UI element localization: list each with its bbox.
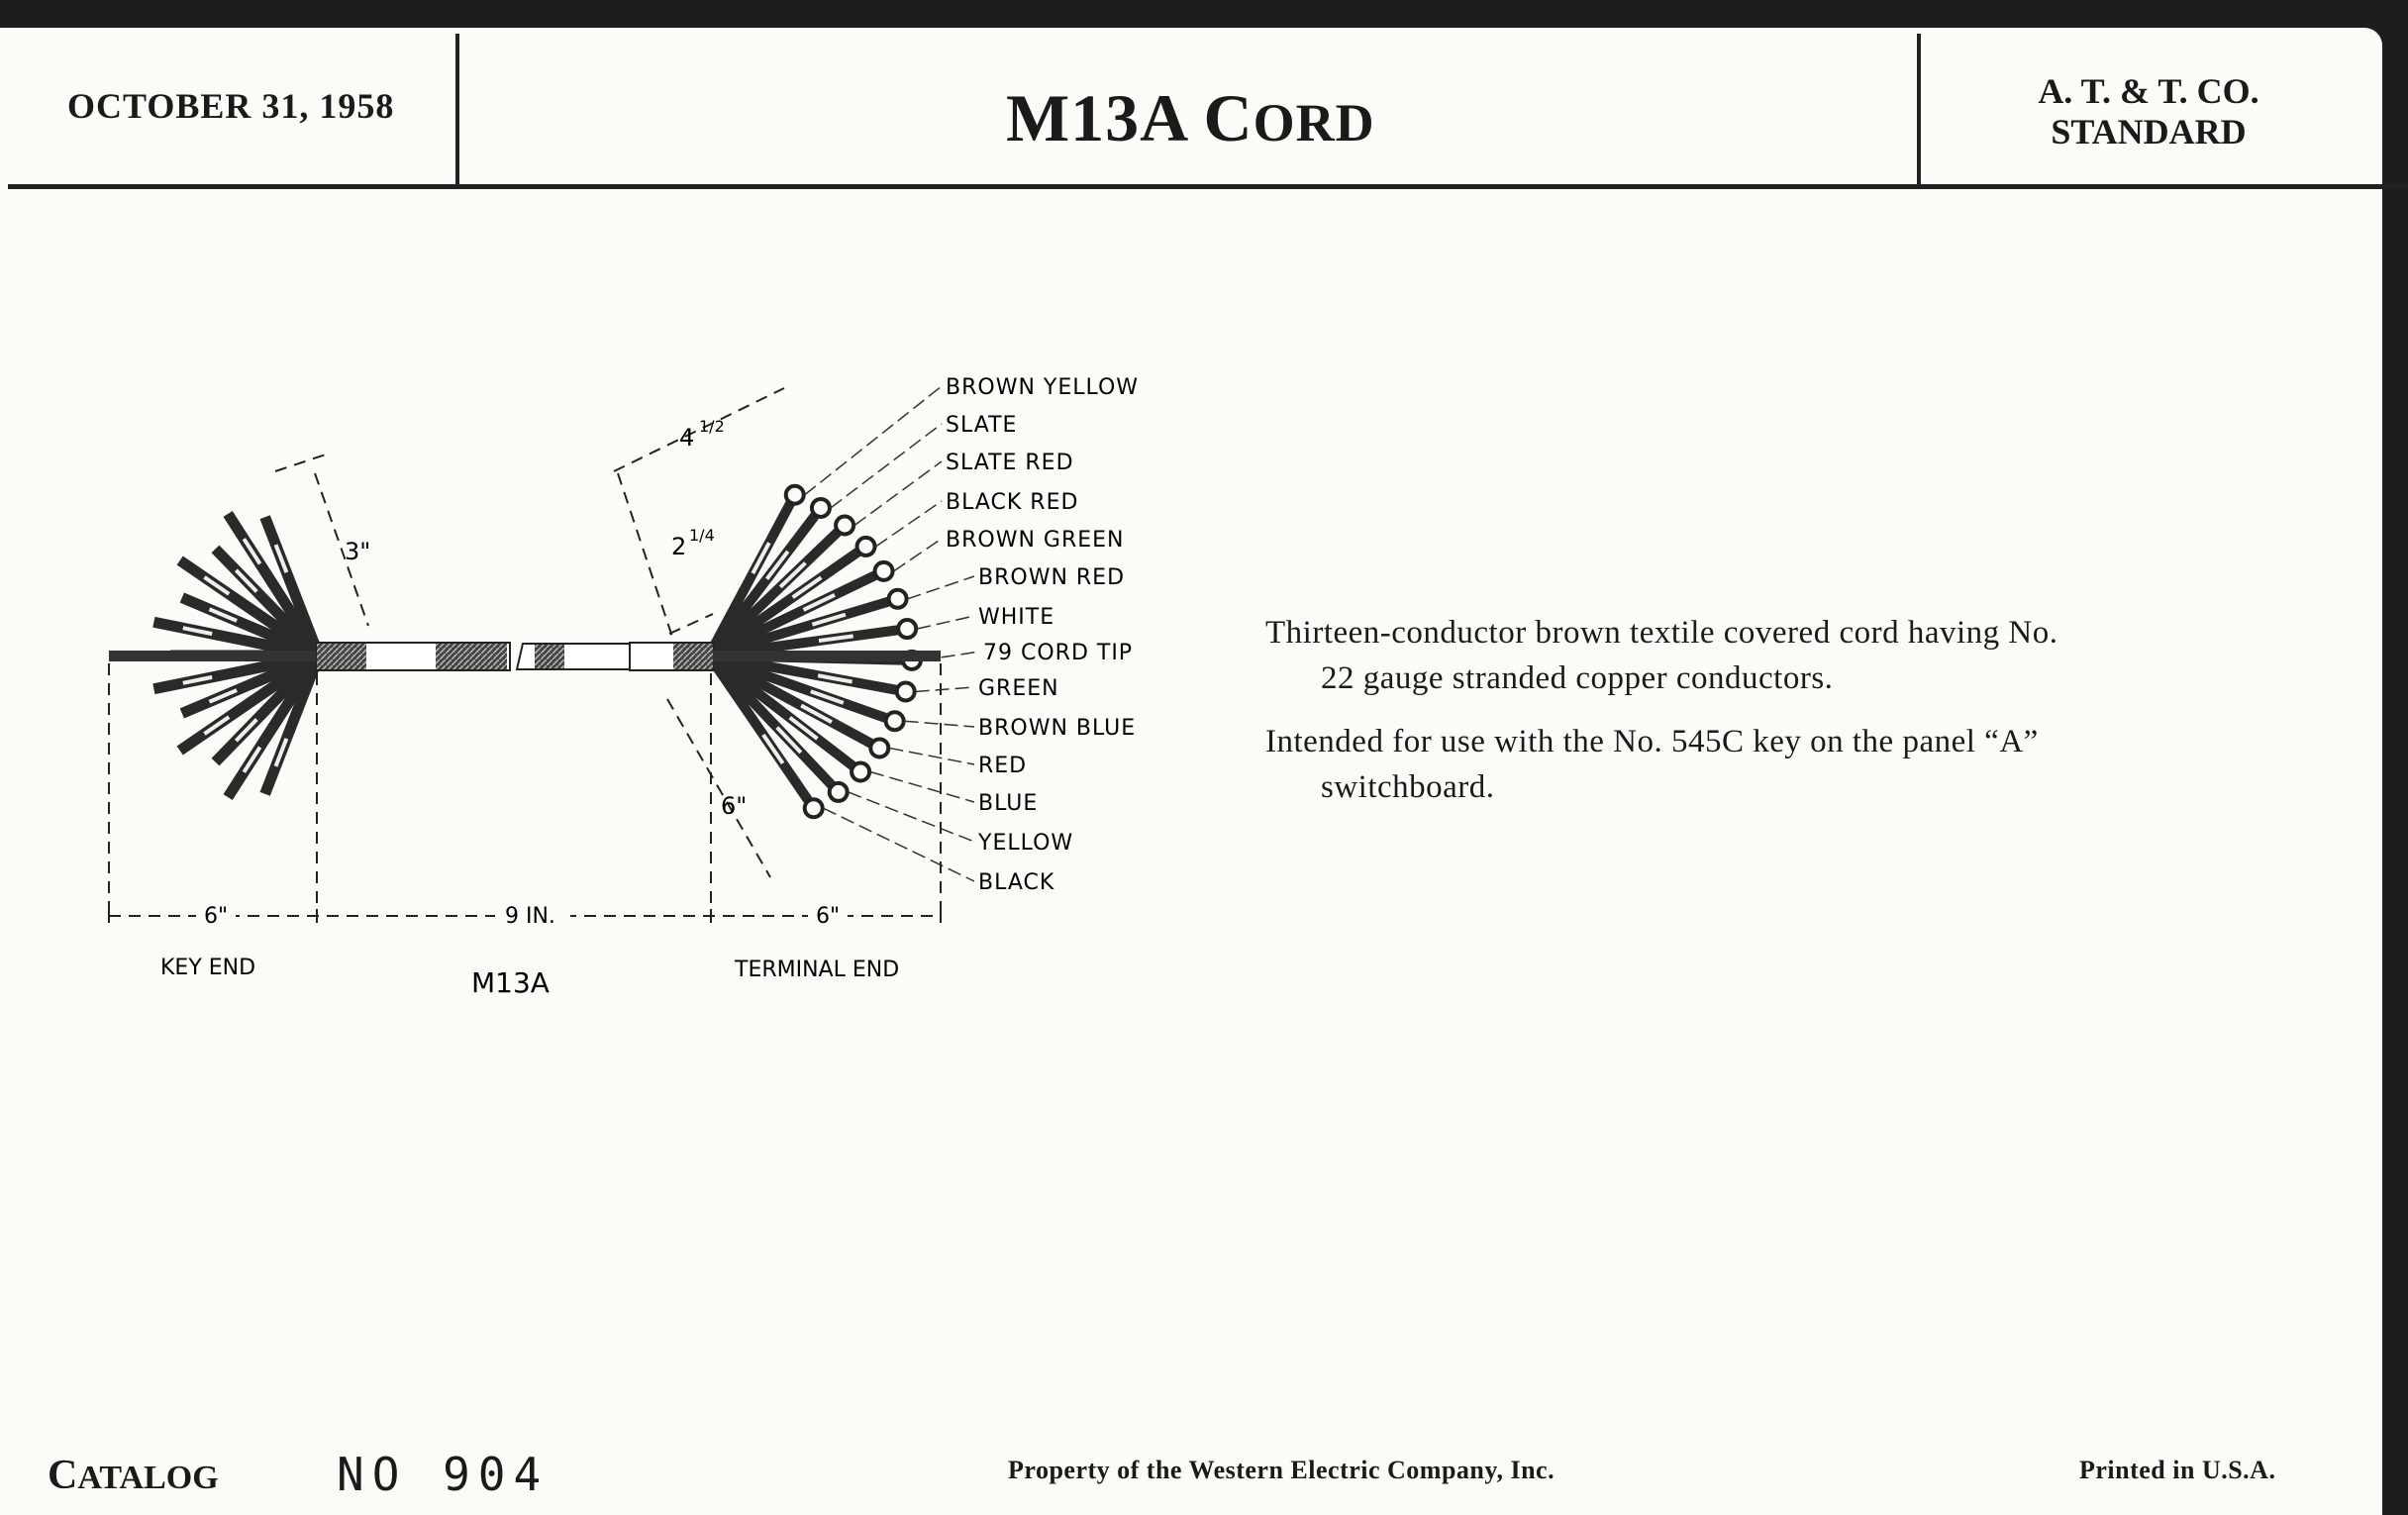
conductor-label: BROWN GREEN (946, 528, 1125, 553)
dim-term-short-whole: 2 (671, 533, 687, 560)
description-line: Thirteen-conductor brown textile covered cord having No. (1265, 615, 2058, 651)
dim-term-long-frac: 1/2 (699, 417, 725, 436)
leader-line (870, 772, 974, 802)
dim-term-lower: 6" (721, 792, 748, 820)
description-paragraph-1 (1265, 610, 2057, 701)
leader-line (854, 461, 942, 525)
spade-terminal-icon (857, 538, 875, 556)
conductor-label: 79 CORD TIP (983, 641, 1134, 665)
property-notice: Property of the Western Electric Company, Inc. (1008, 1456, 1555, 1484)
leader-line (805, 386, 942, 495)
spade-terminal-icon (886, 712, 904, 730)
spade-terminal-icon (805, 799, 823, 817)
conductor-label: GREEN (978, 676, 1059, 701)
printed-notice: Printed in U.S.A. (2079, 1456, 2276, 1484)
label-key-end: KEY END (160, 956, 256, 980)
terminal-conductor-stripe (767, 552, 788, 579)
leader-line (908, 576, 974, 599)
conductor-label: BLACK RED (946, 490, 1079, 515)
page-title: M13A CORD (1006, 80, 1375, 155)
spade-terminal-icon (836, 516, 853, 534)
dim-middle: 9 IN. (505, 904, 555, 929)
terminal-conductor-stripe (752, 543, 768, 573)
description-line: Intended for use with the No. 545C key on the panel “A” (1265, 724, 2039, 759)
standard-line-1: A. T. & T. CO. (2038, 71, 2259, 111)
leader-line (916, 687, 974, 691)
leader-line (876, 501, 942, 547)
spade-terminal-icon (812, 499, 830, 517)
issue-date: OCTOBER 31, 1958 (67, 86, 395, 126)
standard-label (1990, 71, 2307, 152)
cord-body (109, 643, 941, 670)
conductor-label: RED (978, 754, 1028, 778)
leader-line (905, 721, 974, 727)
spade-terminal-icon (889, 590, 907, 608)
catalog-label: CATALOG (48, 1453, 219, 1498)
description-line: switchboard. (1321, 769, 1495, 805)
label-terminal-end: TERMINAL END (735, 958, 900, 982)
spade-terminal-icon (870, 739, 888, 757)
terminal-conductor-stripe (801, 706, 832, 723)
dim-key-end: 6" (204, 904, 229, 929)
leader-line (917, 616, 974, 629)
spade-terminal-icon (830, 783, 848, 801)
cord-diagram (0, 0, 1188, 1040)
spade-terminal-icon (852, 763, 869, 781)
dim-key-fan: 3" (345, 538, 371, 565)
header-divider-right (1917, 34, 1921, 186)
spade-terminal-icon (897, 682, 915, 700)
dim-term-end: 6" (816, 904, 841, 929)
terminal-conductor-stripe (763, 735, 783, 763)
leader-line (849, 792, 974, 842)
terminal-conductor-stripe (793, 577, 822, 597)
conductor-label: BROWN BLUE (978, 716, 1137, 741)
leader-line (831, 424, 942, 508)
dim-term-long-whole: 4 (679, 424, 695, 452)
dim-term-short-frac: 1/4 (689, 526, 715, 545)
terminal-conductor-stripe (780, 563, 805, 587)
terminal-conductor-stripe (777, 728, 801, 753)
conductor-label: SLATE (946, 413, 1018, 438)
conductor-label: SLATE RED (946, 451, 1074, 475)
conductor-label: BROWN RED (978, 565, 1126, 590)
terminal-conductor-stripe (790, 718, 818, 739)
label-cord: M13A (471, 966, 550, 999)
spade-terminal-icon (898, 620, 916, 638)
standard-line-2: STANDARD (2051, 112, 2247, 152)
conductor-label: YELLOW (978, 831, 1074, 856)
conductor-label: BROWN YELLOW (946, 375, 1140, 400)
conductor-label: BLACK (978, 870, 1055, 895)
description-paragraph-2 (1265, 719, 2039, 810)
conductor-label: WHITE (978, 605, 1055, 630)
conductor-label: BLUE (978, 791, 1039, 816)
leader-line (824, 808, 974, 881)
description-line: 22 gauge stranded copper conductors. (1321, 660, 1834, 696)
leader-line (894, 539, 942, 571)
leader-line (889, 748, 974, 764)
spade-terminal-icon (786, 486, 804, 504)
catalog-number: NO 904 (337, 1448, 550, 1501)
spade-terminal-icon (875, 562, 893, 580)
